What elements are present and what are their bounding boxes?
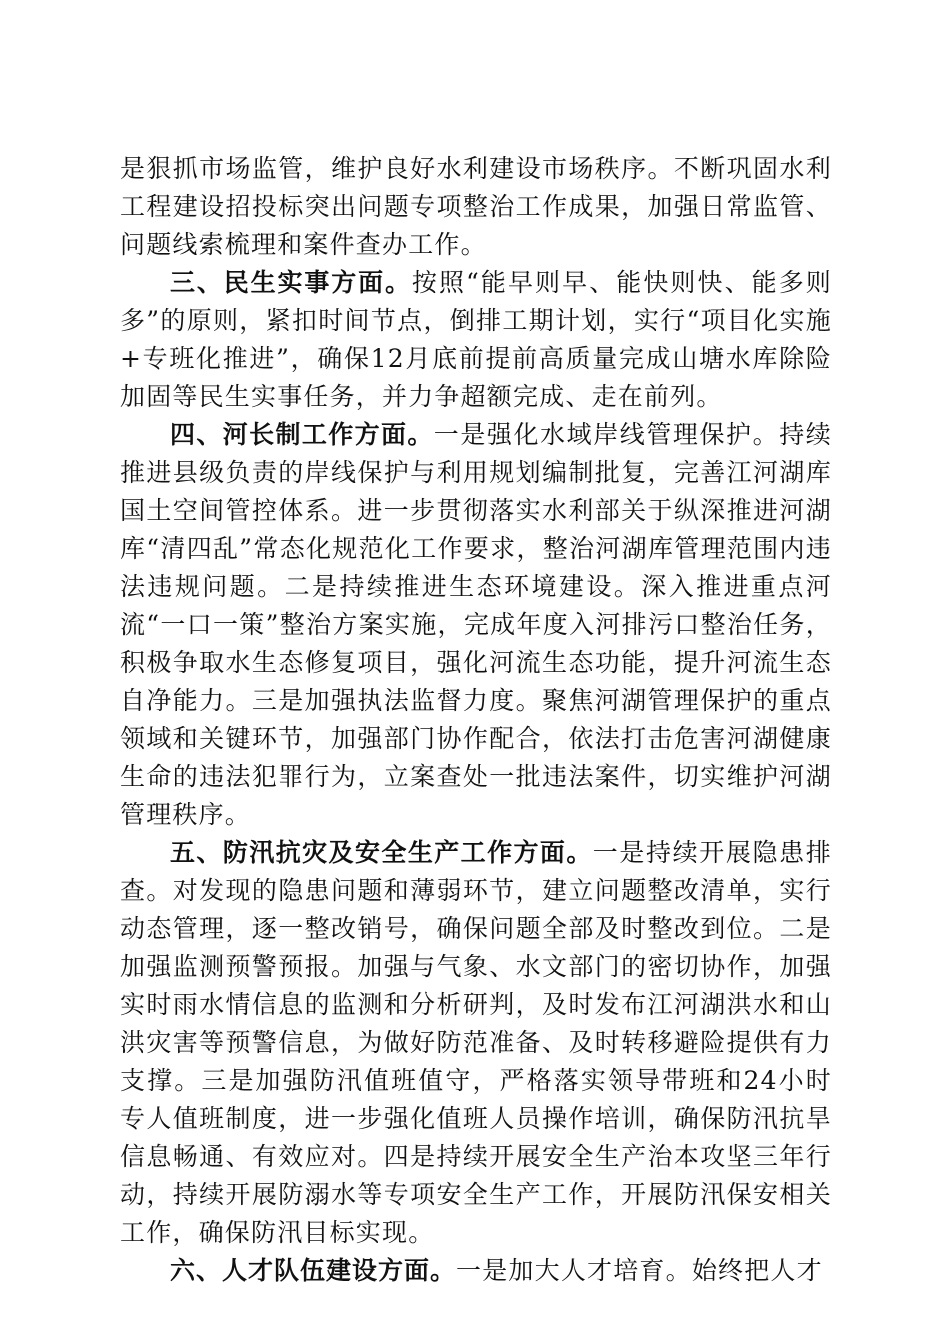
paragraph-text: 一是强化水域岸线管理保护。持续推进县级负责的岸线保护与利用规划编制批复，完善江河湖库国土空间管控体系。进一步贯彻落实水利部关于纵深推进河湖库“清四乱”常态化规范化工作要求，整治河湖库管理范围内违法违规问题。二是持续推进生态环境建设。深入推进重点河流“一口一策”整治方案实施，完成年度入河排污口整治任务，积极争取水生态修复项目，强化河流生态功能，提升河流生态自净能力。三是加强执法监督力度。聚焦河湖管理保护的重点领域和关键环节，加强部门协作配合，依法打击危害河湖健康生命的违法犯罪行为，立案查处一批违法案件，切实维护河湖管理秩序。 — [120, 420, 832, 829]
section-heading-flood-control: 五、防汛抗灾及安全生产工作方面。 — [170, 838, 593, 867]
section-heading-river-chief: 四、河长制工作方面。 — [170, 420, 434, 449]
section-heading-talent: 六、人才队伍建设方面。 — [170, 1256, 457, 1285]
paragraph-livelihood — [120, 264, 832, 416]
paragraph-text: 一是加大人才培育。始终把人才 — [456, 1256, 823, 1285]
paragraph-text: 是狠抓市场监管，维护良好水利建设市场秩序。不断巩固水利工程建设招投标突出问题专项整治工作成果，加强日常监管、问题线索梳理和案件查办工作。 — [120, 154, 832, 259]
document-page — [120, 150, 832, 1290]
section-heading-livelihood: 三、民生实事方面。 — [170, 268, 412, 297]
paragraph-talent — [120, 1252, 832, 1290]
paragraph-text: 按照“能早则早、能快则快、能多则多”的原则，紧扣时间节点，倒排工期计划，实行“项目化实施+专班化推进”，确保12月底前提前高质量完成山塘水库除险加固等民生实事任务，并力争超额完成、走在前列。 — [120, 268, 832, 411]
paragraph-flood-control — [120, 834, 832, 1252]
paragraph-river-chief — [120, 416, 832, 834]
paragraph-text: 一是持续开展隐患排查。对发现的隐患问题和薄弱环节，建立问题整改清单，实行动态管理，逐一整改销号，确保问题全部及时整改到位。二是加强监测预警预报。加强与气象、水文部门的密切协作，加强实时雨水情信息的监测和分析研判，及时发布江河湖洪水和山洪灾害等预警信息，为做好防范准备、及时转移避险提供有力支撑。三是加强防汛值班值守，严格落实领导带班和24小时专人值班制度，进一步强化值班人员操作培训，确保防汛抗旱信息畅通、有效应对。四是持续开展安全生产治本攻坚三年行动，持续开展防溺水等专项安全生产工作，开展防汛保安相关工作，确保防汛目标实现。 — [120, 838, 832, 1247]
paragraph-continuation — [120, 150, 832, 264]
